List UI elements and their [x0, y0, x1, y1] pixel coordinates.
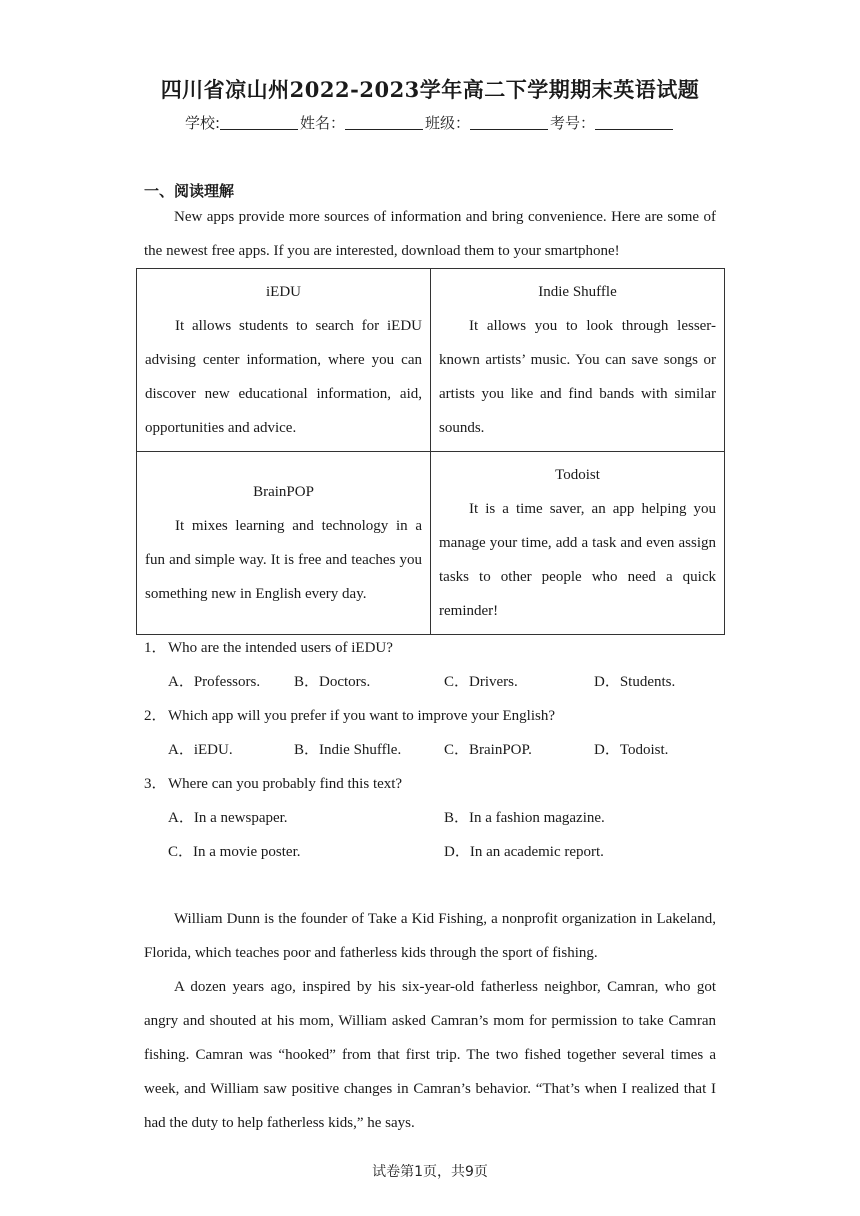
- page-footer: 试卷第1页，共9页: [372, 1164, 488, 1180]
- school-blank: [220, 115, 298, 130]
- app-cell-iedu: [137, 269, 431, 452]
- class-blank: [470, 115, 548, 130]
- option-c[interactable]: C．Drivers.: [444, 674, 518, 690]
- exam-number-field: [550, 112, 675, 133]
- name-field: [300, 112, 425, 133]
- app-description: It is a time saver, an app helping you manage your time, add a task and even assign tasks to other people who need a quick reminder!: [439, 501, 716, 619]
- apps-table-row: [137, 452, 725, 635]
- question-text: Which app will you prefer if you want to improve your English?: [168, 708, 555, 724]
- question-2: [144, 699, 724, 733]
- school-field: [185, 112, 300, 133]
- student-info-line: [0, 112, 860, 133]
- name-label: 姓名：: [300, 114, 346, 132]
- app-cell-indie-shuffle: [431, 269, 725, 452]
- option-a[interactable]: A．In a newspaper.: [168, 810, 288, 826]
- question-1-options: [144, 665, 724, 699]
- passage1-intro: New apps provide more sources of information and bring convenience. Here are some of the newest free apps. If you are interested, download them to your smartphone!: [144, 209, 716, 259]
- app-cell-todoist: [431, 452, 725, 635]
- app-name: Todoist: [555, 467, 600, 483]
- passage2-paragraph: William Dunn is the founder of Take a Kid Fishing, a nonprofit organization in Lakeland, Florida, which teaches poor and fatherless kids through the sport of fishing.: [144, 911, 716, 961]
- option-a[interactable]: A．iEDU.: [168, 742, 233, 758]
- option-c[interactable]: C．BrainPOP.: [444, 742, 532, 758]
- exam-number-label: 考号：: [550, 114, 596, 132]
- option-b[interactable]: B．Doctors.: [294, 674, 371, 690]
- option-d[interactable]: D．Todoist.: [594, 742, 669, 758]
- passage2: [144, 902, 716, 1140]
- name-blank: [345, 115, 423, 130]
- passage2-paragraph: A dozen years ago, inspired by his six-year-old fatherless neighbor, Camran, who got angry and shouted at his mom, William asked Camran’s mom for permission to take Camran fishing. Camran was “hooked” from that first trip. The two fished together several times a week, and William saw positive changes in Camran’s behavior. “That’s when I realized that I had the duty to help fatherless kids,” he says.: [144, 979, 716, 1131]
- class-label: 班级：: [425, 114, 471, 132]
- exam-number-blank: [595, 115, 673, 130]
- question-number: 2．: [144, 708, 167, 724]
- option-a[interactable]: A．Professors.: [168, 674, 261, 690]
- question-number: 1．: [144, 640, 167, 656]
- question-number: 3．: [144, 776, 167, 792]
- app-description: It allows students to search for iEDU advising center information, where you can discover new educational information, aid, opportunities and advice.: [145, 318, 422, 436]
- exam-title: 四川省凉山州2022-2023学年高二下学期期末英语试题: [160, 77, 700, 102]
- option-d[interactable]: D．Students.: [594, 674, 676, 690]
- question-3-options-row2: [144, 835, 724, 869]
- question-2-options: [144, 733, 724, 767]
- app-description: It allows you to look through lesser-known artists’ music. You can save songs or artists you like and find bands with similar sounds.: [439, 318, 716, 436]
- app-name: iEDU: [266, 284, 301, 300]
- question-3-options-row1: [144, 801, 724, 835]
- class-field: [425, 112, 550, 133]
- question-text: Where can you probably find this text?: [168, 776, 403, 792]
- app-name: BrainPOP: [253, 484, 314, 500]
- question-list: [144, 631, 724, 869]
- app-name: Indie Shuffle: [538, 284, 617, 300]
- option-d[interactable]: D．In an academic report.: [444, 844, 604, 860]
- question-1: [144, 631, 724, 665]
- apps-table: [136, 268, 725, 635]
- question-3: [144, 767, 724, 801]
- option-b[interactable]: B．In a fashion magazine.: [444, 810, 605, 826]
- question-text: Who are the intended users of iEDU?: [168, 640, 393, 656]
- option-c[interactable]: C．In a movie poster.: [168, 844, 301, 860]
- app-cell-brainpop: [137, 452, 431, 635]
- apps-table-row: [137, 269, 725, 452]
- option-b[interactable]: B．Indie Shuffle.: [294, 742, 402, 758]
- app-description: It mixes learning and technology in a fun and simple way. It is free and teaches you something new in English every day.: [145, 518, 422, 602]
- section-heading: 一、阅读理解: [144, 182, 235, 200]
- school-label: 学校:: [184, 114, 220, 132]
